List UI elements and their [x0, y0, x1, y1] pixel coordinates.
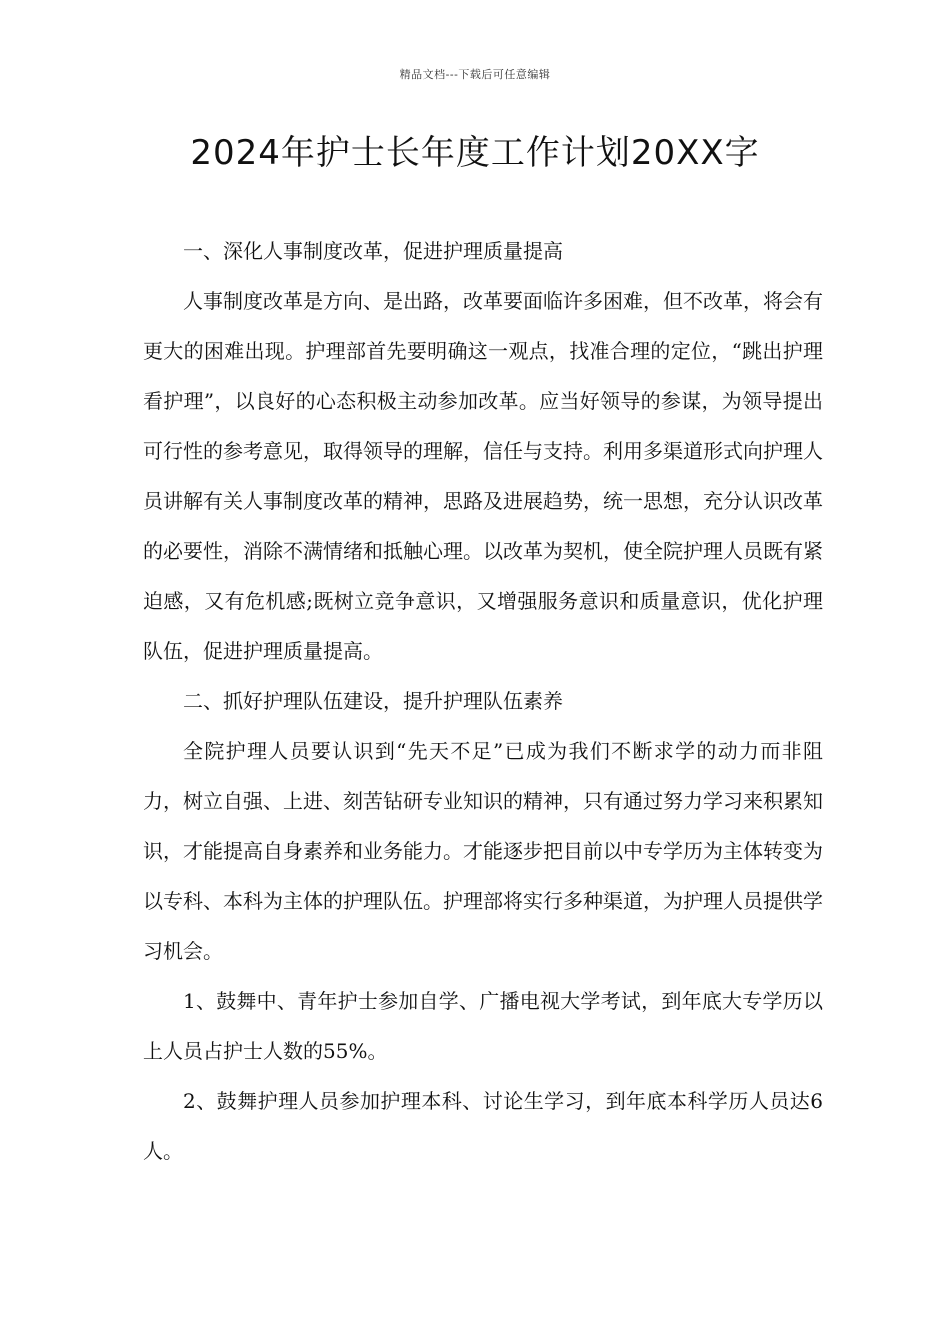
document-title: 2024年护士长年度工作计划20XX字	[190, 133, 760, 173]
paragraph-2: 全院护理人员要认识到“先天不足”已成为我们不断求学的动力而非阻力，树立自强、上进、刻苦钻研专业知识的精神，只有通过努力学习来积累知识，才能提高自身素养和业务能力。才能逐步把目前以中专学历为主体转变为以专科、本科为主体的护理队伍。护理部将实行多种渠道，为护理人员提供学习机会。	[143, 739, 823, 963]
header-note: 精品文档---下载后可任意编辑	[399, 68, 551, 81]
list-item-1: 1、鼓舞中、青年护士参加自学、广播电视大学考试，到年底大专学历以上人员占护士人数的55%。	[143, 989, 823, 1063]
list-item-2: 2、鼓舞护理人员参加护理本科、讨论生学习，到年底本科学历人员达6人。	[143, 1089, 823, 1163]
paragraph-1: 人事制度改革是方向、是出路，改革要面临许多困难，但不改革，将会有更大的困难出现。护理部首先要明确这一观点，找准合理的定位，“跳出护理看护理”，以良好的心态积极主动参加改革。应当好领导的参谋，为领导提出可行性的参考意见，取得领导的理解，信任与支持。利用多渠道形式向护理人员讲解有关人事制度改革的精神，思路及进展趋势，统一思想，充分认识改革的必要性，消除不满情绪和抵触心理。以改革为契机，使全院护理人员既有紧迫感，又有危机感;既树立竞争意识，又增强服务意识和质量意识，优化护理队伍，促进护理质量提高。	[143, 289, 823, 663]
document-body	[143, 226, 823, 1176]
section-heading-1: 一、深化人事制度改革，促进护理质量提高	[183, 239, 563, 263]
section-heading-2: 二、抓好护理队伍建设，提升护理队伍素养	[183, 689, 563, 713]
